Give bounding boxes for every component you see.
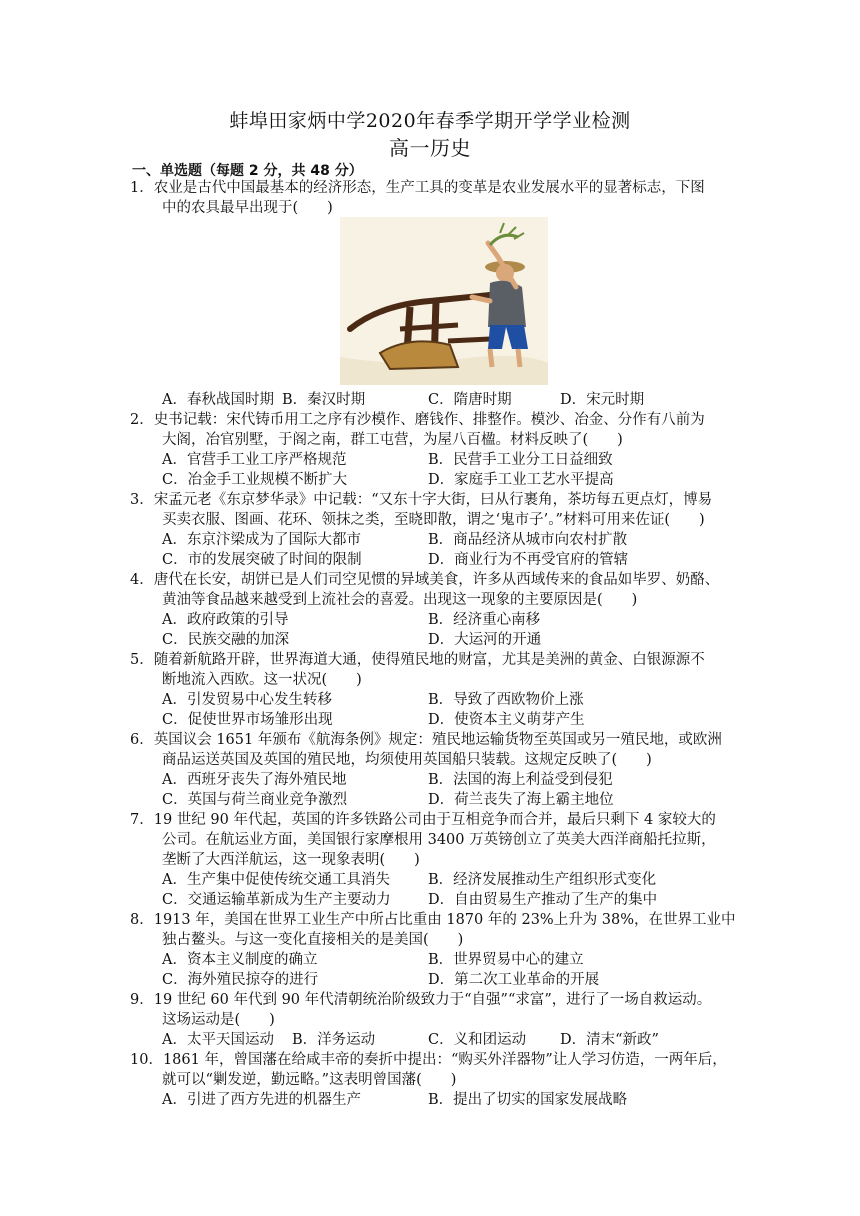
question-7-line-1: 7．19 世纪 90 年代起，英国的许多铁路公司由于互相竞争而合并，最后只剩下 4 家较大的 <box>130 812 716 828</box>
section-heading: 一、单选题（每题 2 分，共 48 分） <box>132 163 363 179</box>
q5-option-a: A．引发贸易中心发生转移 <box>162 692 332 708</box>
question-8-line-1: 8．1913 年，美国在世界工业生产中所占比重由 1870 年的 23%上升为 38%，在世界工业中 <box>130 912 736 928</box>
q1-option-d: D．宋元时期 <box>560 392 645 408</box>
q10-option-a: A．引进了西方先进的机器生产 <box>162 1092 361 1108</box>
q7-option-c: C．交通运输革新成为生产主要动力 <box>162 892 391 908</box>
q8-option-b: B．世界贸易中心的建立 <box>428 952 584 968</box>
q5-option-d: D．使资本主义萌芽产生 <box>428 712 585 728</box>
question-5-line-1: 5．随着新航路开辟，世界海道大通，使得殖民地的财富，尤其是美洲的黄金、白银源源不 <box>130 652 705 668</box>
question-6-line-2: 商品运送英国及英国的殖民地，均须使用英国船只装载。这规定反映了( ) <box>162 752 652 768</box>
q7-option-b: B．经济发展推动生产组织形式变化 <box>428 872 657 888</box>
question-8-line-2: 独占鳌头。与这一变化直接相关的是美国( ) <box>162 932 464 948</box>
q7-option-d: D．自由贸易生产推动了生产的集中 <box>428 892 658 908</box>
question-1-line-1: 1．农业是古代中国最基本的经济形态，生产工具的变革是农业发展水平的显著标志，下图 <box>130 180 705 196</box>
question-10-line-2: 就可以“剿发逆，勤远略。”这表明曾国藩( ) <box>162 1072 457 1088</box>
plowing-farmer-illustration <box>340 217 548 385</box>
q3-option-a: A．东京汴梁成为了国际大都市 <box>162 532 361 548</box>
q6-option-c: C．英国与荷兰商业竞争激烈 <box>162 792 348 808</box>
question-2-line-1: 2．史书记载：宋代铸币用工之序有沙模作、磨钱作、排整作。模沙、冶金、分作有八前为 <box>130 412 705 428</box>
q3-option-c: C．市的发展突破了时间的限制 <box>162 552 362 568</box>
q8-option-d: D．第二次工业革命的开展 <box>428 972 600 988</box>
q2-option-a: A．官营手工业工序严格规范 <box>162 452 347 468</box>
q6-option-a: A．西班牙丧失了海外殖民地 <box>162 772 347 788</box>
q2-option-c: C．冶金手工业规模不断扩大 <box>162 472 348 488</box>
q1-option-b: B．秦汉时期 <box>282 392 366 408</box>
question-6-line-1: 6．英国议会 1651 年颁布《航海条例》规定：殖民地运输货物至英国或另一殖民地，或欧洲 <box>130 732 722 748</box>
q5-option-c: C．促使世界市场雏形出现 <box>162 712 333 728</box>
q4-option-b: B．经济重心南移 <box>428 612 541 628</box>
q2-option-d: D．家庭手工业工艺水平提高 <box>428 472 614 488</box>
q3-option-b: B．商品经济从城市向农村扩散 <box>428 532 628 548</box>
question-3-line-1: 3．宋孟元老《东京梦华录》中记载：“又东十字大街，曰从行裹角，茶坊每五更点灯，博易 <box>130 492 713 508</box>
exam-subject: 高一历史 <box>389 136 471 160</box>
q4-option-d: D．大运河的开通 <box>428 632 542 648</box>
question-9-line-1: 9．19 世纪 60 年代到 90 年代清朝统治阶级致力于“自强”“求富”，进行了一场自救运动。 <box>130 992 712 1008</box>
q8-option-c: C．海外殖民掠夺的进行 <box>162 972 319 988</box>
q4-option-a: A．政府政策的引导 <box>162 612 289 628</box>
q6-option-b: B．法国的海上利益受到侵犯 <box>428 772 613 788</box>
q3-option-d: D．商业行为不再受官府的管辖 <box>428 552 629 568</box>
q4-option-c: C．民族交融的加深 <box>162 632 290 648</box>
question-2-line-2: 大阁，冶官别墅，于阁之南，群工屯营，为屋八百楹。材料反映了( ) <box>162 432 623 448</box>
q6-option-d: D．荷兰丧失了海上霸主地位 <box>428 792 614 808</box>
q9-option-c: C．义和团运动 <box>428 1032 527 1048</box>
q1-option-c: C．隋唐时期 <box>428 392 512 408</box>
question-4-line-1: 4．唐代在长安，胡饼已是人们司空见惯的异域美食，许多从西域传来的食品如毕罗、奶酪、 <box>130 572 720 588</box>
question-5-line-2: 断地流入西欧。这一状况( ) <box>162 672 362 688</box>
q9-option-b: B．洋务运动 <box>292 1032 376 1048</box>
question-4-line-2: 黄油等食品越来越受到上流社会的喜爱。出现这一现象的主要原因是( ) <box>162 592 638 608</box>
question-10-line-1: 10．1861 年，曾国藩在给咸丰帝的奏折中提出：“购买外洋器物”让人学习仿造，一两年后， <box>130 1052 727 1068</box>
exam-title: 蚌埠田家炳中学2020年春季学期开学学业检测 <box>229 110 631 132</box>
question-7-line-2: 公司。在航运业方面，美国银行家摩根用 3400 万英镑创立了英美大西洋商船托拉斯， <box>162 832 716 848</box>
q7-option-a: A．生产集中促使传统交通工具消失 <box>162 872 390 888</box>
q10-option-b: B．提出了切实的国家发展战略 <box>428 1092 628 1108</box>
question-7-line-3: 垄断了大西洋航运，这一现象表明( ) <box>162 852 420 868</box>
question-9-line-2: 这场运动是( ) <box>162 1012 275 1028</box>
q2-option-b: B．民营手工业分工日益细致 <box>428 452 613 468</box>
q8-option-a: A．资本主义制度的确立 <box>162 952 318 968</box>
q9-option-d: D．清末“新政” <box>560 1032 659 1048</box>
question-1-line-2: 中的农具最早出现于( ) <box>162 200 333 216</box>
q5-option-b: B．导致了西欧物价上涨 <box>428 692 584 708</box>
question-3-line-2: 买卖衣服、图画、花环、领抹之类，至晓即散，谓之‘鬼市子’。”材料可用来佐证( ) <box>162 512 705 528</box>
q1-option-a: A．春秋战国时期 <box>162 392 274 408</box>
q9-option-a: A．太平天国运动 <box>162 1032 274 1048</box>
